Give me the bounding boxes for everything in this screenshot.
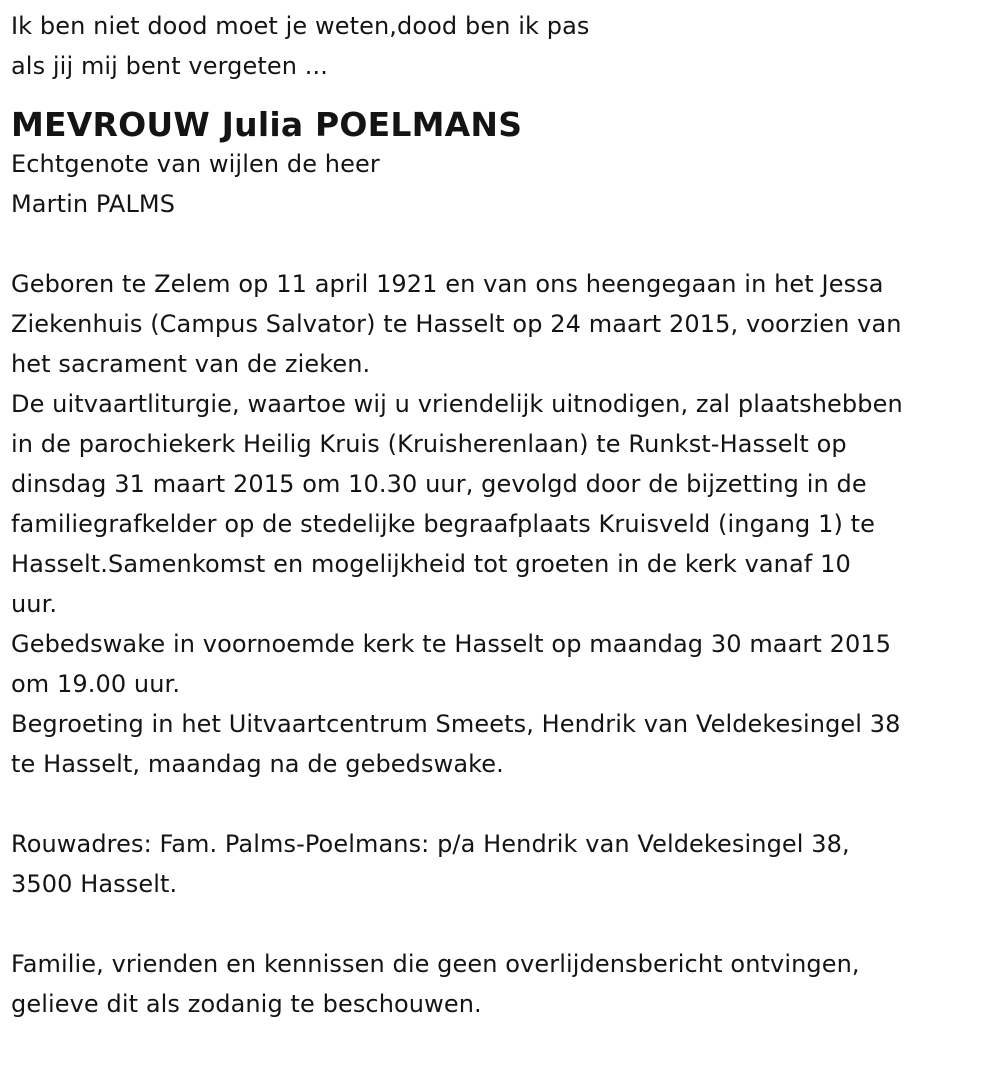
announcement-line: het sacrament van de zieken. xyxy=(11,350,371,378)
obituary-document xyxy=(11,6,996,1024)
address-line: 3500 Hasselt. xyxy=(11,870,178,898)
announcement-line: om 19.00 uur. xyxy=(11,670,181,698)
spacer xyxy=(11,784,996,824)
closing-note xyxy=(11,944,996,1024)
spouse-line: Echtgenote van wijlen de heer xyxy=(11,150,380,178)
address-line: Rouwadres: Fam. Palms-Poelmans: p/a Hendrik van Veldekesingel 38, xyxy=(11,830,850,858)
announcement-line: Begroeting in het Uitvaartcentrum Smeets, Hendrik van Veldekesingel 38 xyxy=(11,710,901,738)
announcement-text xyxy=(11,264,996,784)
deceased-name: MEVROUW Julia POELMANS xyxy=(11,105,523,144)
announcement-line: Ziekenhuis (Campus Salvator) te Hasselt op 24 maart 2015, voorzien van xyxy=(11,310,902,338)
closing-line: Familie, vrienden en kennissen die geen overlijdensbericht ontvingen, xyxy=(11,950,860,978)
motto-line: als jij mij bent vergeten ... xyxy=(11,52,328,80)
announcement-line: te Hasselt, maandag na de gebedswake. xyxy=(11,750,504,778)
spacer xyxy=(11,224,996,264)
motto-verse xyxy=(11,6,996,86)
mourning-address xyxy=(11,824,996,904)
announcement-line: familiegrafkelder op de stedelijke begraafplaats Kruisveld (ingang 1) te xyxy=(11,510,876,538)
announcement-line: Geboren te Zelem op 11 april 1921 en van ons heengegaan in het Jessa xyxy=(11,270,884,298)
announcement-line: in de parochiekerk Heilig Kruis (Kruisherenlaan) te Runkst-Hasselt op xyxy=(11,430,847,458)
spouse-line: Martin PALMS xyxy=(11,190,176,218)
announcement-line: uur. xyxy=(11,590,58,618)
announcement-line: Hasselt.Samenkomst en mogelijkheid tot groeten in de kerk vanaf 10 xyxy=(11,550,851,578)
announcement-line: De uitvaartliturgie, waartoe wij u vriendelijk uitnodigen, zal plaatshebben xyxy=(11,390,903,418)
motto-line: Ik ben niet dood moet je weten,dood ben ik pas xyxy=(11,12,590,40)
announcement-line: Gebedswake in voornoemde kerk te Hasselt op maandag 30 maart 2015 xyxy=(11,630,892,658)
spouse-info xyxy=(11,144,996,224)
spacer xyxy=(11,904,996,944)
announcement-line: dinsdag 31 maart 2015 om 10.30 uur, gevolgd door de bijzetting in de xyxy=(11,470,867,498)
closing-line: gelieve dit als zodanig te beschouwen. xyxy=(11,990,482,1018)
